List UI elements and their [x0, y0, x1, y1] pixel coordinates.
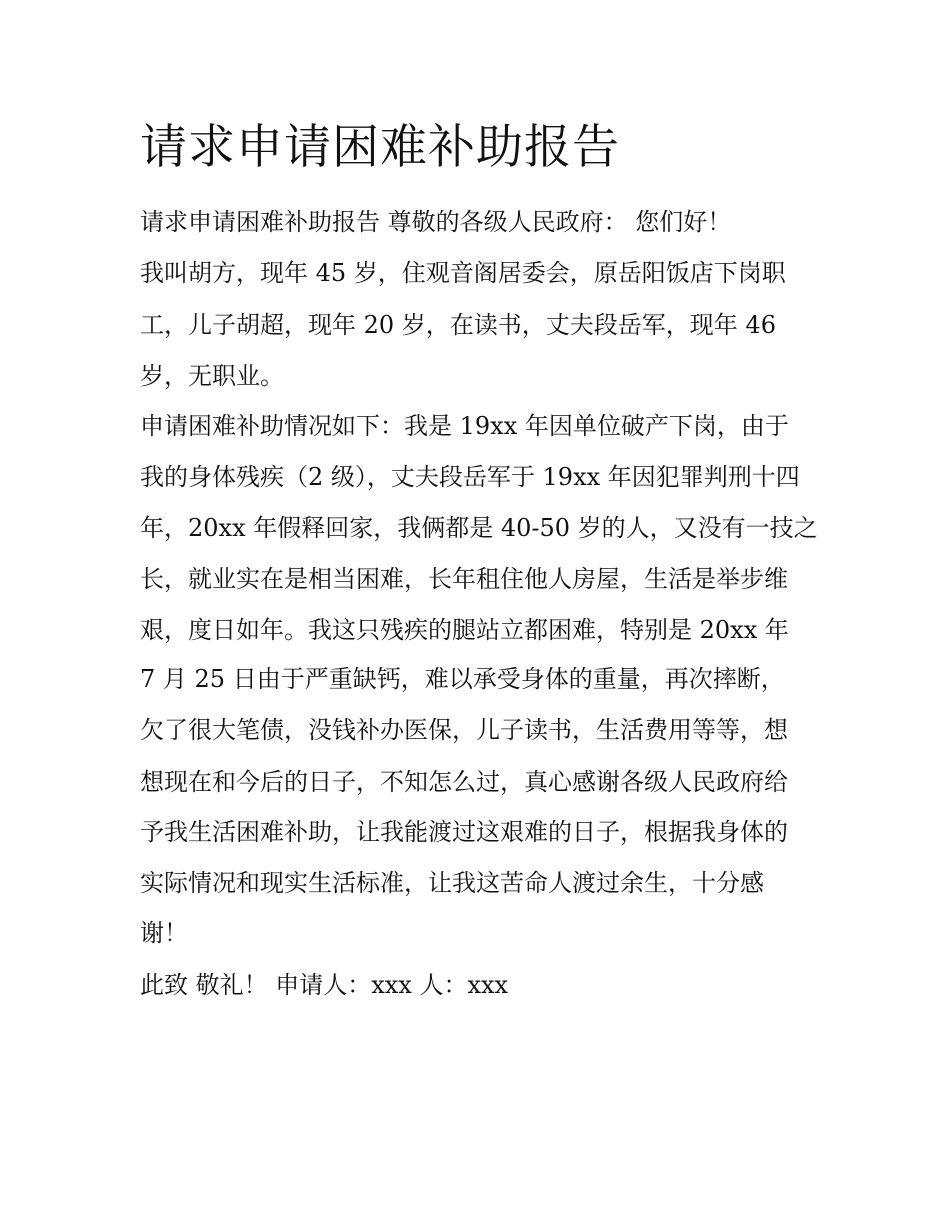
text-line: 我的身体残疾（2 级），丈夫段岳军于 19xx 年因犯罪判刑十四	[140, 463, 800, 491]
text-line: 申请困难补助情况如下：我是 19xx 年因单位破产下岗，由于	[140, 412, 789, 440]
text-line: 我叫胡方，现年 45 岁，住观音阁居委会，原岳阳饭店下岗职	[140, 259, 786, 287]
text-line: 谢！	[140, 919, 188, 947]
text-line: 岁，无职业。	[140, 362, 284, 390]
document-title: 请求申请困难补助报告	[140, 120, 620, 175]
text-line: 实际情况和现实生活标准，让我这苦命人渡过余生，十分感	[140, 869, 764, 897]
text-line: 艰，度日如年。我这只残疾的腿站立都困难，特别是 20xx 年	[140, 616, 789, 644]
text-line: 7 月 25 日由于严重缺钙，难以承受身体的重量，再次摔断，	[140, 665, 785, 693]
text-line: 长，就业实在是相当困难，长年租住他人房屋，生活是举步维	[140, 565, 788, 593]
text-line: 请求申请困难补助报告 尊敬的各级人民政府： 您们好！	[140, 208, 732, 236]
closing-line: 此致 敬礼！ 申请人：xxx 人：xxx	[140, 971, 509, 999]
text-line: 年，20xx 年假释回家，我俩都是 40-50 岁的人，又没有一技之	[140, 514, 818, 542]
text-line: 欠了很大笔债，没钱补办医保，儿子读书，生活费用等等，想	[140, 716, 788, 744]
text-line: 工，儿子胡超，现年 20 岁，在读书，丈夫段岳军，现年 46	[140, 311, 776, 339]
text-line: 想现在和今后的日子，不知怎么过，真心感谢各级人民政府给	[140, 768, 788, 796]
text-line: 予我生活困难补助，让我能渡过这艰难的日子，根据我身体的	[140, 818, 788, 846]
